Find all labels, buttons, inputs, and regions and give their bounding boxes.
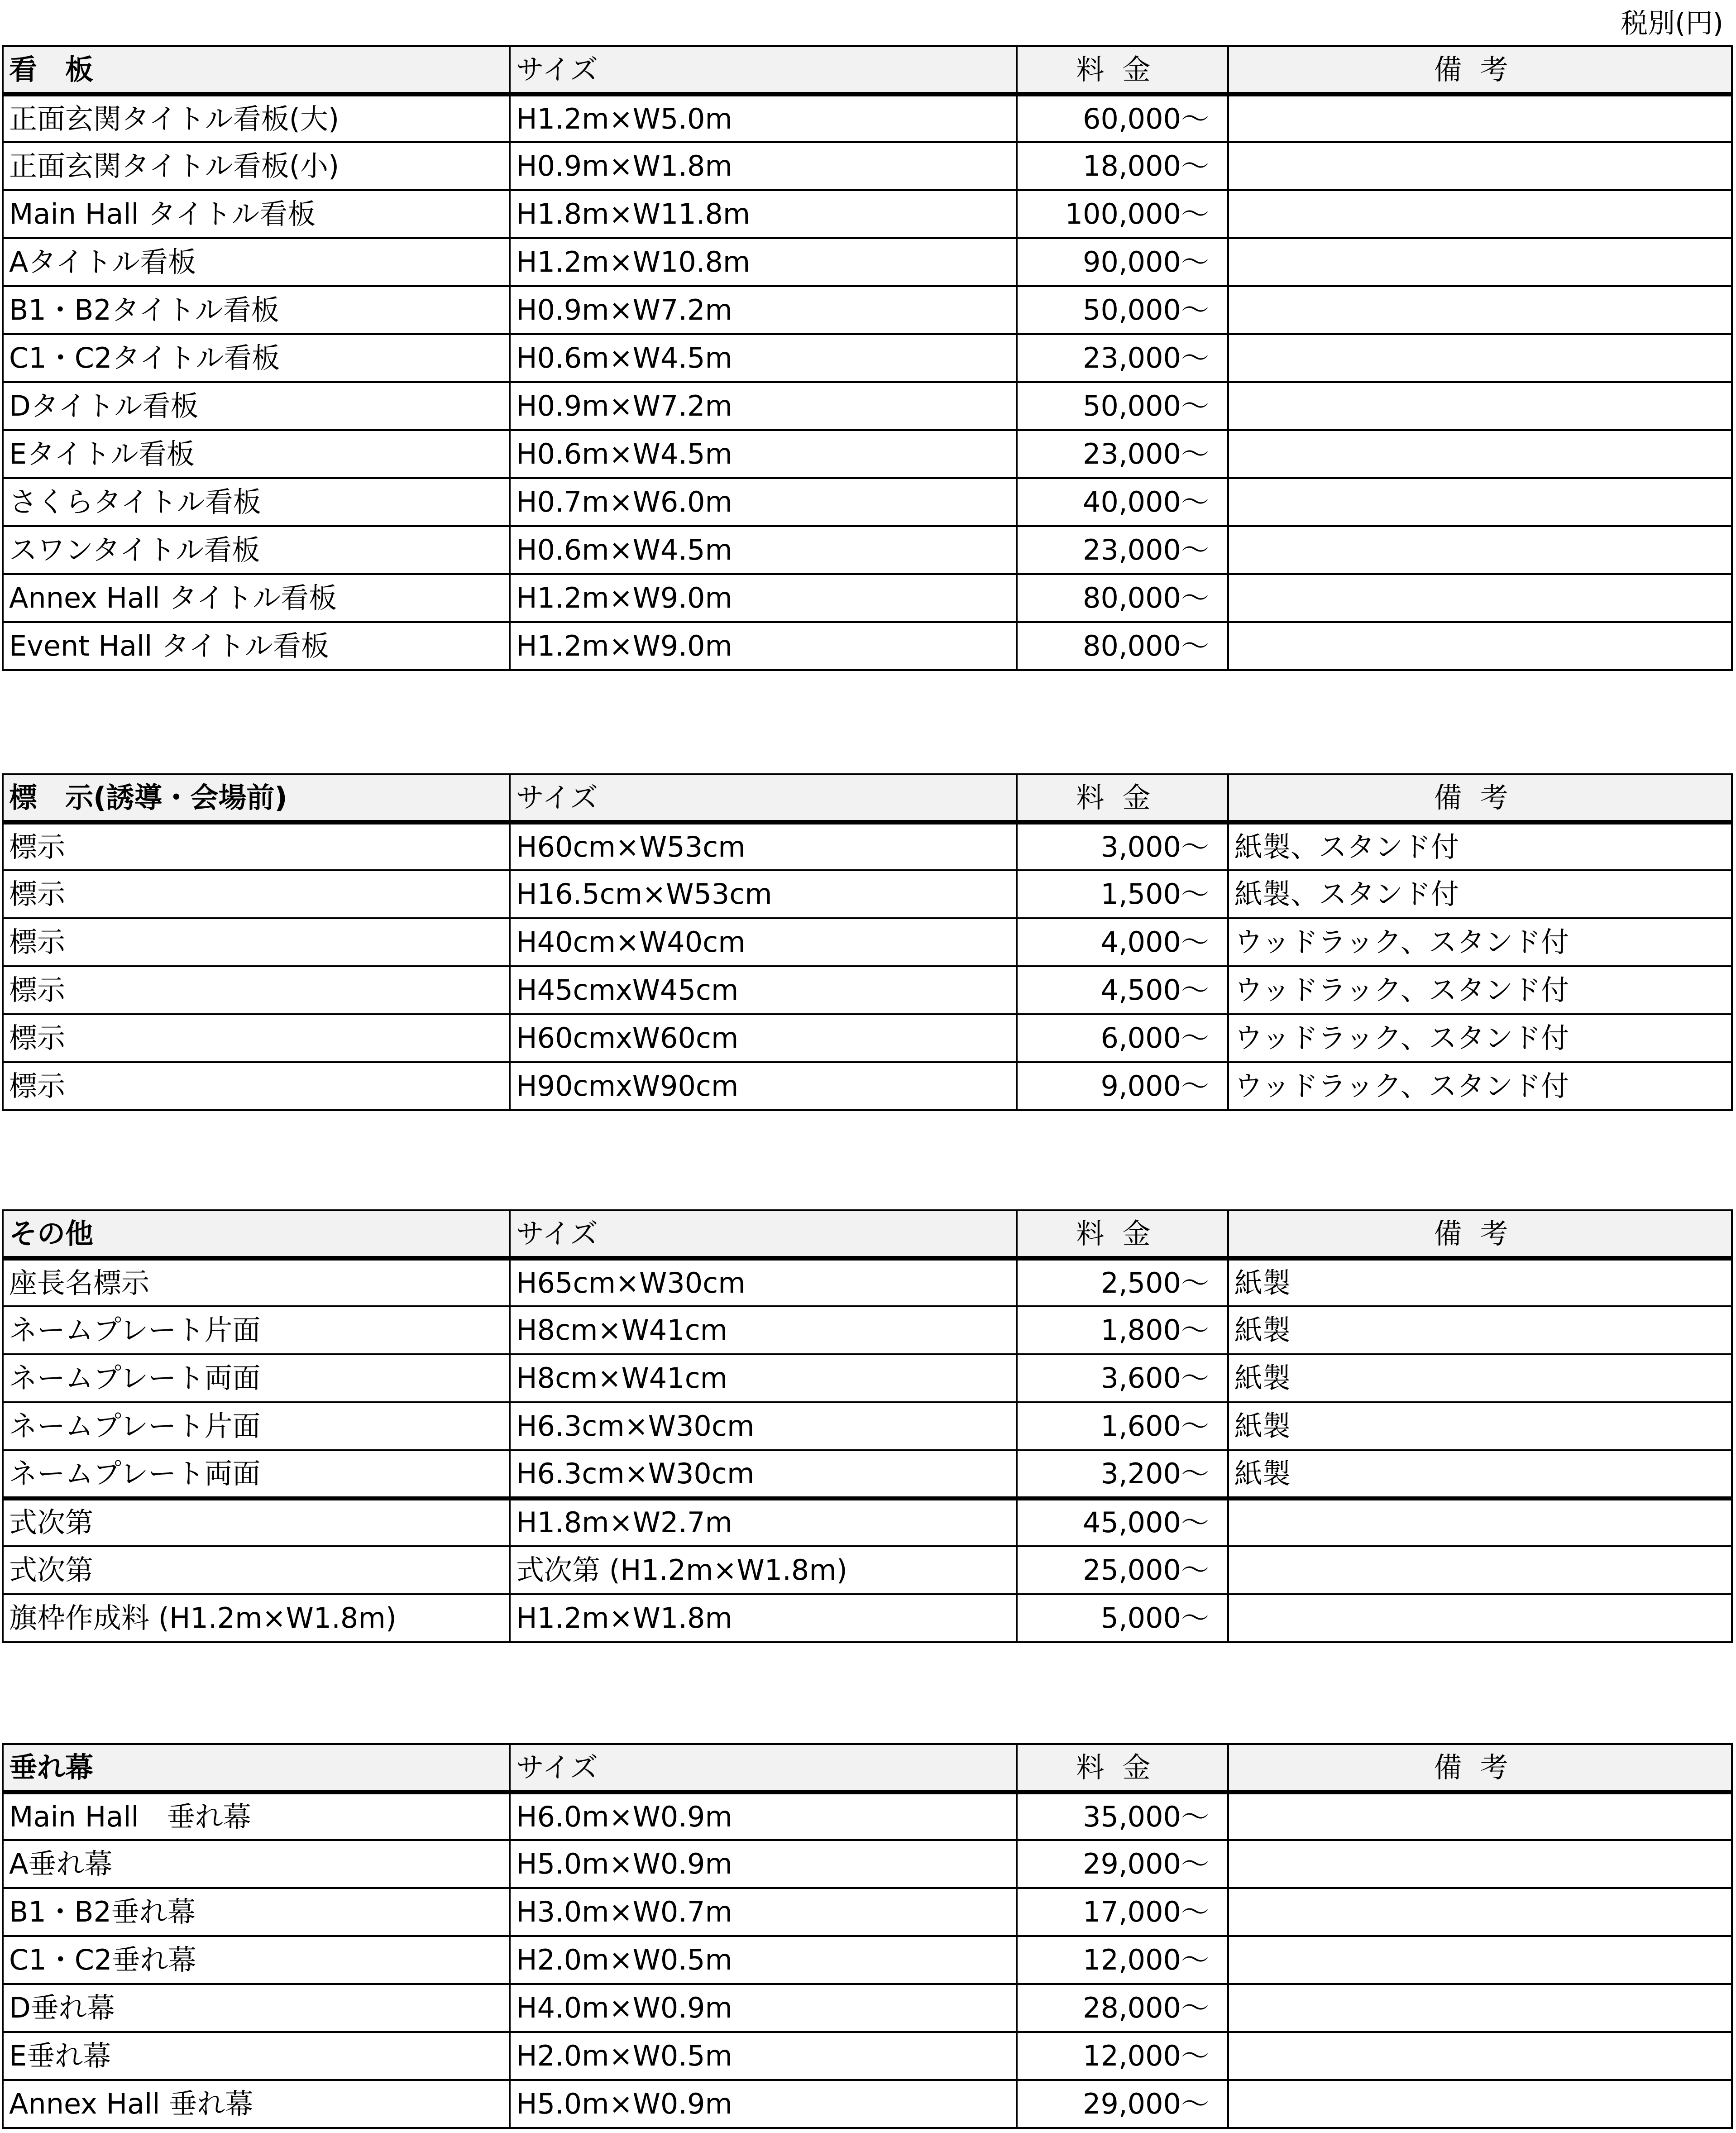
cell-name: B1・B2タイトル看板 <box>3 286 510 334</box>
cell-name: 旗枠作成料 (H1.2m×W1.8m) <box>3 1594 510 1642</box>
table-row <box>3 1984 1732 2032</box>
cell-name: Aタイトル看板 <box>3 238 510 286</box>
cell-note <box>1228 1936 1732 1984</box>
cell-price: 25,000～ <box>1017 1546 1228 1594</box>
cell-price: 6,000～ <box>1017 1014 1228 1062</box>
cell-price: 17,000～ <box>1017 1888 1228 1936</box>
cell-note <box>1228 622 1732 670</box>
banner-price-table <box>2 1743 1733 2129</box>
other-items-price-table <box>2 1209 1733 1643</box>
header-note: 備考 <box>1228 1744 1732 1792</box>
cell-name: Eタイトル看板 <box>3 430 510 478</box>
cell-size: H90cmxW90cm <box>510 1062 1017 1110</box>
table-header-row <box>3 46 1732 94</box>
cell-price: 5,000～ <box>1017 1594 1228 1642</box>
cell-name: ネームプレート両面 <box>3 1354 510 1402</box>
table-row <box>3 1594 1732 1642</box>
table-row <box>3 94 1732 142</box>
table-row <box>3 1792 1732 1840</box>
cell-name: 正面玄関タイトル看板(小) <box>3 142 510 190</box>
cell-price: 45,000～ <box>1017 1498 1228 1546</box>
cell-price: 1,600～ <box>1017 1402 1228 1450</box>
table-row <box>3 1546 1732 1594</box>
cell-size: H1.2m×W5.0m <box>510 94 1017 142</box>
cell-name: Event Hall タイトル看板 <box>3 622 510 670</box>
cell-price: 18,000～ <box>1017 142 1228 190</box>
cell-note: 紙製、スタンド付 <box>1228 870 1732 918</box>
cell-name: ネームプレート両面 <box>3 1450 510 1498</box>
cell-note <box>1228 478 1732 526</box>
cell-note <box>1228 142 1732 190</box>
table-row <box>3 142 1732 190</box>
table-row <box>3 190 1732 238</box>
table-row <box>3 1062 1732 1110</box>
cell-note <box>1228 382 1732 430</box>
cell-note: ウッドラック、スタンド付 <box>1228 966 1732 1014</box>
cell-note: ウッドラック、スタンド付 <box>1228 1014 1732 1062</box>
cell-price: 80,000～ <box>1017 622 1228 670</box>
cell-price: 23,000～ <box>1017 334 1228 382</box>
cell-name: E垂れ幕 <box>3 2032 510 2080</box>
cell-note <box>1228 2080 1732 2128</box>
table-row <box>3 1306 1732 1354</box>
cell-note <box>1228 1792 1732 1840</box>
cell-name: 標示 <box>3 918 510 966</box>
cell-size: H8cm×W41cm <box>510 1306 1017 1354</box>
table-row <box>3 1014 1732 1062</box>
cell-price: 60,000～ <box>1017 94 1228 142</box>
cell-name: 座長名標示 <box>3 1258 510 1306</box>
cell-note <box>1228 1840 1732 1888</box>
cell-name: Annex Hall 垂れ幕 <box>3 2080 510 2128</box>
table-row <box>3 238 1732 286</box>
cell-note <box>1228 334 1732 382</box>
cell-price: 9,000～ <box>1017 1062 1228 1110</box>
header-name: 看 板 <box>3 46 510 94</box>
table-row <box>3 2032 1732 2080</box>
cell-note <box>1228 526 1732 574</box>
cell-size: H1.2m×W9.0m <box>510 622 1017 670</box>
table-row <box>3 1402 1732 1450</box>
cell-name: 標示 <box>3 966 510 1014</box>
cell-size: H2.0m×W0.5m <box>510 1936 1017 1984</box>
cell-size: H5.0m×W0.9m <box>510 2080 1017 2128</box>
cell-size: H6.3cm×W30cm <box>510 1402 1017 1450</box>
table-row <box>3 870 1732 918</box>
cell-note <box>1228 286 1732 334</box>
header-size: サイズ <box>510 774 1017 822</box>
cell-price: 12,000～ <box>1017 2032 1228 2080</box>
header-price: 料金 <box>1017 46 1228 94</box>
header-size: サイズ <box>510 1744 1017 1792</box>
cell-name: 標示 <box>3 1014 510 1062</box>
cell-name: 式次第 <box>3 1498 510 1546</box>
table-row <box>3 918 1732 966</box>
cell-name: ネームプレート片面 <box>3 1306 510 1354</box>
cell-size: H0.6m×W4.5m <box>510 526 1017 574</box>
cell-price: 3,000～ <box>1017 822 1228 870</box>
cell-price: 4,000～ <box>1017 918 1228 966</box>
table-row <box>3 574 1732 622</box>
cell-name: スワンタイトル看板 <box>3 526 510 574</box>
table-header-row <box>3 1210 1732 1258</box>
table-row <box>3 334 1732 382</box>
cell-note <box>1228 574 1732 622</box>
cell-size: H60cm×W53cm <box>510 822 1017 870</box>
cell-name: 標示 <box>3 822 510 870</box>
cell-price: 2,500～ <box>1017 1258 1228 1306</box>
table-row <box>3 1840 1732 1888</box>
table-header-row <box>3 1744 1732 1792</box>
header-price: 料金 <box>1017 774 1228 822</box>
cell-name: Main Hall 垂れ幕 <box>3 1792 510 1840</box>
cell-size: H6.0m×W0.9m <box>510 1792 1017 1840</box>
cell-size: H0.9m×W7.2m <box>510 286 1017 334</box>
cell-size: H0.9m×W1.8m <box>510 142 1017 190</box>
table-header-row <box>3 774 1732 822</box>
cell-note <box>1228 430 1732 478</box>
cell-name: Dタイトル看板 <box>3 382 510 430</box>
cell-note: 紙製 <box>1228 1354 1732 1402</box>
cell-price: 100,000～ <box>1017 190 1228 238</box>
cell-name: A垂れ幕 <box>3 1840 510 1888</box>
cell-price: 12,000～ <box>1017 1936 1228 1984</box>
cell-size: H1.2m×W9.0m <box>510 574 1017 622</box>
cell-size: H5.0m×W0.9m <box>510 1840 1017 1888</box>
cell-size: H3.0m×W0.7m <box>510 1888 1017 1936</box>
cell-note <box>1228 94 1732 142</box>
cell-name: ネームプレート片面 <box>3 1402 510 1450</box>
tax-note: 税別(円) <box>1621 8 1723 39</box>
cell-size: H0.6m×W4.5m <box>510 430 1017 478</box>
table-row <box>3 526 1732 574</box>
cell-name: さくらタイトル看板 <box>3 478 510 526</box>
cell-size: H16.5cm×W53cm <box>510 870 1017 918</box>
table-row <box>3 1888 1732 1936</box>
cell-price: 40,000～ <box>1017 478 1228 526</box>
cell-size: H65cm×W30cm <box>510 1258 1017 1306</box>
cell-size: H4.0m×W0.9m <box>510 1984 1017 2032</box>
header-size: サイズ <box>510 1210 1017 1258</box>
cell-name: 式次第 <box>3 1546 510 1594</box>
table-row <box>3 286 1732 334</box>
cell-name: C1・C2タイトル看板 <box>3 334 510 382</box>
table-row <box>3 1258 1732 1306</box>
cell-size: H0.7m×W6.0m <box>510 478 1017 526</box>
cell-size: H1.2m×W10.8m <box>510 238 1017 286</box>
cell-note: ウッドラック、スタンド付 <box>1228 1062 1732 1110</box>
header-note: 備考 <box>1228 46 1732 94</box>
cell-name: 標示 <box>3 870 510 918</box>
header-note: 備考 <box>1228 1210 1732 1258</box>
header-size: サイズ <box>510 46 1017 94</box>
cell-name: C1・C2垂れ幕 <box>3 1936 510 1984</box>
cell-note: 紙製 <box>1228 1258 1732 1306</box>
table-row <box>3 1936 1732 1984</box>
sign-display-price-table <box>2 773 1733 1111</box>
cell-size: H1.8m×W2.7m <box>510 1498 1017 1546</box>
cell-note: 紙製 <box>1228 1306 1732 1354</box>
cell-note <box>1228 1594 1732 1642</box>
cell-note <box>1228 190 1732 238</box>
cell-size: H1.8m×W11.8m <box>510 190 1017 238</box>
cell-size: H0.6m×W4.5m <box>510 334 1017 382</box>
header-price: 料金 <box>1017 1744 1228 1792</box>
cell-price: 28,000～ <box>1017 1984 1228 2032</box>
table-row <box>3 478 1732 526</box>
cell-name: Main Hall タイトル看板 <box>3 190 510 238</box>
cell-size: H2.0m×W0.5m <box>510 2032 1017 2080</box>
cell-price: 3,600～ <box>1017 1354 1228 1402</box>
table-row <box>3 430 1732 478</box>
cell-price: 90,000～ <box>1017 238 1228 286</box>
cell-note: ウッドラック、スタンド付 <box>1228 918 1732 966</box>
cell-size: H45cmxW45cm <box>510 966 1017 1014</box>
cell-size: H8cm×W41cm <box>510 1354 1017 1402</box>
table-row <box>3 622 1732 670</box>
cell-price: 4,500～ <box>1017 966 1228 1014</box>
cell-note <box>1228 2032 1732 2080</box>
table-row <box>3 382 1732 430</box>
header-name: その他 <box>3 1210 510 1258</box>
table-row <box>3 1354 1732 1402</box>
cell-note: 紙製、スタンド付 <box>1228 822 1732 870</box>
cell-price: 80,000～ <box>1017 574 1228 622</box>
table-row <box>3 966 1732 1014</box>
cell-name: 標示 <box>3 1062 510 1110</box>
cell-size: H40cm×W40cm <box>510 918 1017 966</box>
cell-price: 29,000～ <box>1017 2080 1228 2128</box>
cell-name: B1・B2垂れ幕 <box>3 1888 510 1936</box>
cell-price: 50,000～ <box>1017 286 1228 334</box>
table-row <box>3 822 1732 870</box>
cell-price: 50,000～ <box>1017 382 1228 430</box>
header-price: 料金 <box>1017 1210 1228 1258</box>
cell-name: 正面玄関タイトル看板(大) <box>3 94 510 142</box>
cell-note: 紙製 <box>1228 1450 1732 1498</box>
cell-note <box>1228 1498 1732 1546</box>
cell-size: H60cmxW60cm <box>510 1014 1017 1062</box>
signboard-price-table <box>2 45 1733 671</box>
cell-size: H1.2m×W1.8m <box>510 1594 1017 1642</box>
cell-note: 紙製 <box>1228 1402 1732 1450</box>
cell-name: Annex Hall タイトル看板 <box>3 574 510 622</box>
header-note: 備考 <box>1228 774 1732 822</box>
cell-size: 式次第 (H1.2m×W1.8m) <box>510 1546 1017 1594</box>
cell-price: 1,500～ <box>1017 870 1228 918</box>
cell-size: H0.9m×W7.2m <box>510 382 1017 430</box>
cell-price: 3,200～ <box>1017 1450 1228 1498</box>
cell-note <box>1228 1546 1732 1594</box>
table-row <box>3 1450 1732 1498</box>
cell-price: 23,000～ <box>1017 430 1228 478</box>
header-name: 垂れ幕 <box>3 1744 510 1792</box>
cell-price: 1,800～ <box>1017 1306 1228 1354</box>
cell-price: 35,000～ <box>1017 1792 1228 1840</box>
table-row <box>3 1498 1732 1546</box>
cell-size: H6.3cm×W30cm <box>510 1450 1017 1498</box>
header-name: 標 示(誘導・会場前) <box>3 774 510 822</box>
cell-name: D垂れ幕 <box>3 1984 510 2032</box>
cell-note <box>1228 1888 1732 1936</box>
cell-note <box>1228 1984 1732 2032</box>
cell-price: 23,000～ <box>1017 526 1228 574</box>
cell-note <box>1228 238 1732 286</box>
cell-price: 29,000～ <box>1017 1840 1228 1888</box>
table-row <box>3 2080 1732 2128</box>
